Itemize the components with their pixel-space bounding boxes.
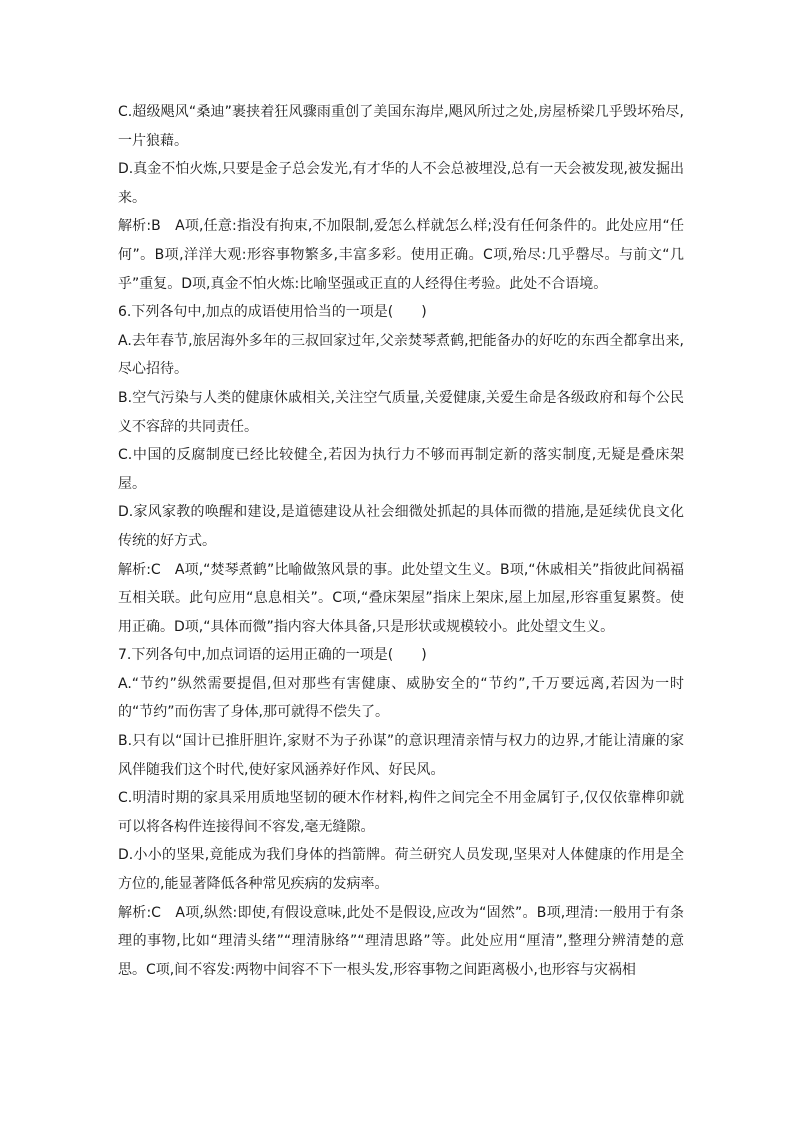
question-7-stem: 7.下列各句中,加点词语的运用正确的一项是( ) (118, 647, 427, 664)
question-7-option-a: A.“节约”纵然需要提倡,但对那些有害健康、威胁安全的“节约”,千万要远离,若因为一时的“节约”而伤害了身体,那可就得不偿失了。 (118, 675, 684, 721)
option-c-text: C.超级飓风“桑迪”裹挟着狂风骤雨重创了美国东海岸,飓风所过之处,房屋桥梁几乎毁坏殆尽,一片狼藉。 (118, 104, 684, 149)
option-d-text: D.真金不怕火炼,只要是金子总会发光,有才华的人不会总被埋没,总有一天会被发现,被发掘出来。 (118, 161, 684, 206)
document-body (118, 98, 684, 984)
answer-explanation-6: 解析:C A项,“焚琴煮鹤”比喻做煞风景的事。此处望文生义。B项,“休戚相关”指彼此间祸福互相关联。此句应用“息息相关”。C项,“叠床架屋”指床上架床,屋上加屋,形容重复累赘。使用正确。D项,“具体而微”指内容大体具备,只是形状或规模较小。此处望文生义。 (118, 561, 684, 635)
question-6-option-a: A.去年春节,旅居海外多年的三叔回家过年,父亲焚琴煮鹤,把能备办的好吃的东西全都拿出来,尽心招待。 (118, 332, 684, 378)
question-6-option-b: B.空气污染与人类的健康休戚相关,关注空气质量,关爱健康,关爱生命是各级政府和每个公民义不容辞的共同责任。 (118, 389, 684, 435)
question-7-option-d: D.小小的坚果,竟能成为我们身体的挡箭牌。荷兰研究人员发现,坚果对人体健康的作用是全方位的,能显著降低各种常见疾病的发病率。 (118, 847, 684, 893)
question-6-option-c: C.中国的反腐制度已经比较健全,若因为执行力不够而再制定新的落实制度,无疑是叠床架屋。 (118, 447, 684, 492)
question-6-stem: 6.下列各句中,加点的成语使用恰当的一项是( ) (118, 304, 427, 321)
question-7-option-c: C.明清时期的家具采用质地坚韧的硬木作材料,构件之间完全不用金属钉子,仅仅依靠榫卯就可以将各构件连接得间不容发,毫无缝隙。 (118, 790, 684, 835)
answer-explanation-5: 解析:B A项,任意:指没有拘束,不加限制,爱怎么样就怎么样;没有任何条件的。此处应用“任何”。B项,洋洋大观:形容事物繁多,丰富多彩。使用正确。C项,殆尽:几乎罄尽。与前文“几乎”重复。D项,真金不怕火炼:比喻坚强或正直的人经得住考验。此处不合语境。 (118, 218, 684, 292)
question-7-option-b: B.只有以“国计已推肝胆许,家财不为子孙谋”的意识理清亲情与权力的边界,才能让清廉的家风伴随我们这个时代,使好家风涵养好作风、好民风。 (118, 733, 684, 778)
question-6-option-d: D.家风家教的唤醒和建设,是道德建设从社会细微处抓起的具体而微的措施,是延续优良文化传统的好方式。 (118, 504, 684, 549)
answer-explanation-7: 解析:C A项,纵然:即使,有假设意味,此处不是假设,应改为“固然”。B项,理清:一般用于有条理的事物,比如“理清头绪”“理清脉络”“理清思路”等。此处应用“厘清”,整理分辨清楚的意思。C项,间不容发:两物中间容不下一根头发,形容事物之间距离极小,也形容与灾祸相 (118, 904, 684, 978)
